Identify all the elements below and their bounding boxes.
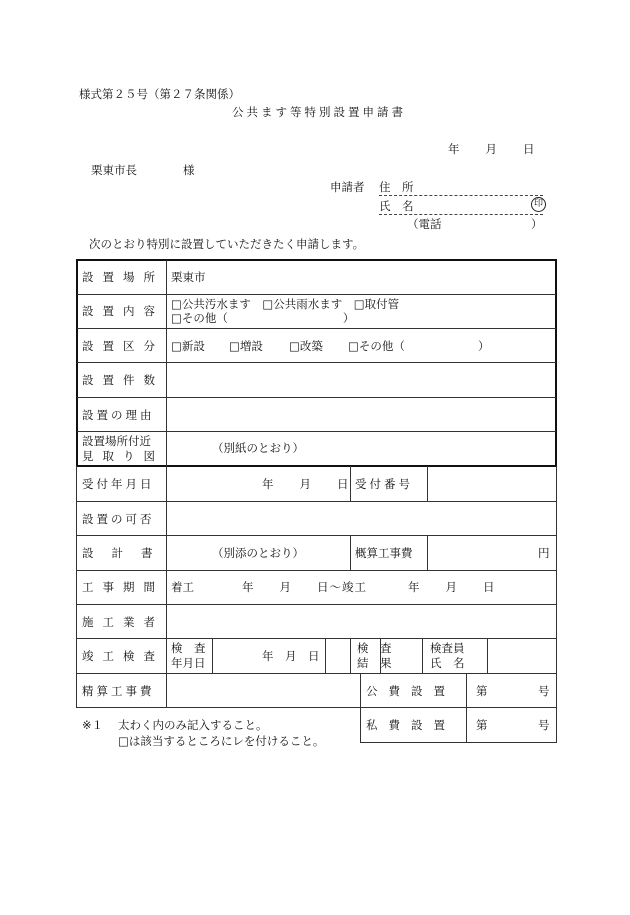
reason-label: 設置の理由 (82, 408, 155, 422)
reason-field[interactable] (171, 399, 551, 429)
applicant-label: 申請者 (330, 180, 365, 194)
note-1: 太わく内のみ記入すること。 (118, 718, 268, 732)
note-2: □は該当するところにレを付けること。 (118, 734, 325, 748)
contractor-label: 施工業者 (82, 615, 164, 629)
design-label: 設計書 (82, 546, 171, 560)
category-label: 設置区分 (82, 339, 164, 353)
inspection-result-label-1: 検 査 (357, 641, 392, 655)
public-dai: 第 (476, 684, 488, 698)
approval-label: 設置の可否 (82, 512, 155, 526)
count-field[interactable] (171, 364, 551, 394)
estimate-label: 概算工事費 (355, 546, 413, 560)
content-label: 設置内容 (82, 304, 164, 318)
received-date-value: 年 月 日 (262, 477, 350, 491)
settlement-label: 精算工事費 (82, 684, 155, 698)
received-date-label: 受付年月日 (82, 477, 155, 491)
phone-label: （電話 (407, 217, 442, 231)
yen-unit: 円 (538, 546, 550, 560)
addressee: 栗東市長 (91, 163, 137, 177)
name-label: 氏 名 (379, 199, 414, 213)
private-go: 号 (538, 718, 550, 732)
inspection-date-label-1: 検 査 (171, 641, 206, 655)
note-mark: ※１ (82, 718, 104, 732)
period-end-date: 年 月 日 (408, 580, 496, 594)
map-label-1: 設置場所付近 (82, 434, 151, 448)
location-label: 設置場所 (82, 270, 164, 284)
location-field[interactable]: 栗東市 (171, 270, 206, 284)
completion-label: 竣工検査 (82, 649, 164, 663)
private-dai: 第 (476, 718, 488, 732)
name-field[interactable] (379, 198, 543, 215)
inspection-result-label-2: 結 果 (357, 656, 392, 670)
design-value: （別添のとおり） (212, 546, 304, 560)
received-no-label: 受付番号 (355, 477, 413, 491)
form-number: 様式第２５号（第２７条関係） (79, 87, 240, 101)
category-mod-checkbox[interactable]: □改築 (289, 339, 323, 353)
private-label: 私費設置 (366, 718, 456, 732)
inspector-label-2: 氏 名 (430, 656, 465, 670)
inspection-date-label-2: 年月日 (171, 656, 206, 670)
address-label: 住 所 (379, 180, 414, 194)
period-start: 着工 (171, 580, 194, 594)
addressee-honorific: 様 (183, 163, 195, 177)
document-title: 公共ます等特別設置申請書 (232, 105, 406, 119)
intro-text: 次のとおり特別に設置していただきたく申請します。 (89, 237, 365, 251)
inspector-label-1: 検査員 (430, 641, 465, 655)
inspection-date-value: 年 月 日 (262, 649, 320, 663)
public-go: 号 (538, 684, 550, 698)
content-options-2[interactable]: □その他（ ） (171, 311, 355, 325)
category-add-checkbox[interactable]: □増設 (229, 339, 263, 353)
category-other-checkbox[interactable]: □その他（ (348, 339, 405, 353)
period-start-date: 年 月 日～竣工 (242, 580, 367, 594)
period-label: 工事期間 (82, 580, 164, 594)
address-field[interactable] (379, 179, 543, 196)
date-line: 年 月 日 (448, 142, 536, 156)
category-other-close: ） (478, 339, 490, 353)
category-new-checkbox[interactable]: □新設 (171, 339, 205, 353)
map-label-2: 見取り図 (82, 449, 164, 463)
map-value: （別紙のとおり） (212, 441, 304, 455)
content-options-1[interactable]: □公共汚水ます □公共雨水ます □取付管 (171, 297, 400, 311)
seal-mark: 印 (531, 197, 546, 212)
public-label: 公費設置 (366, 684, 456, 698)
count-label: 設置件数 (82, 373, 164, 387)
phone-close: ） (531, 217, 543, 231)
